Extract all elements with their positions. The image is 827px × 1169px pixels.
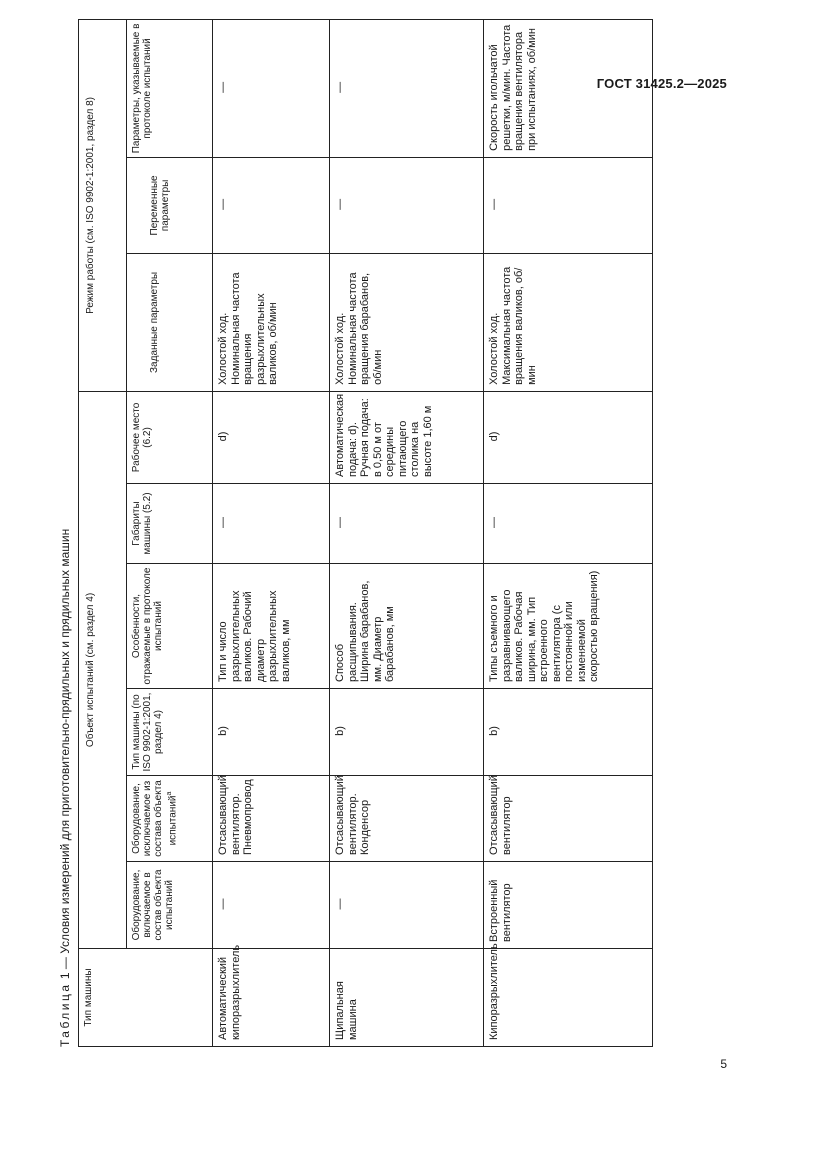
- measurement-conditions-table: [78, 19, 653, 1047]
- cell-type: Автоматический кипоразрыхлитель: [213, 949, 330, 1047]
- cell-dims: —: [484, 484, 653, 564]
- col-features-header: Особенности, отражаемые в протоколе испытаний: [127, 564, 213, 689]
- cell-machine-type: b): [330, 689, 484, 776]
- table-caption-label: Таблица: [58, 982, 72, 1047]
- col-excluded-header: Оборудование, исключаемое из состава объекта испытаний$^a$: [127, 776, 213, 862]
- cell-dims: —: [213, 484, 330, 564]
- cell-var-params: —: [484, 157, 653, 253]
- cell-workplace: d): [213, 391, 330, 483]
- footnote-marker: a: [166, 791, 173, 796]
- col-workplace-header: Рабочее место (6.2): [127, 391, 213, 483]
- cell-features: Типы съемного и разравнивающего валиков. Рабочая ширина, мм. Тип встроенного вентилятора (с постоянной или изменяемой скоростью вращения): [484, 564, 653, 689]
- cell-report-params: —: [330, 19, 484, 157]
- cell-machine-type: b): [484, 689, 653, 776]
- cell-set-params: Холостой ход. Номинальная частота вращения разрыхлительных валиков, об/мин: [213, 253, 330, 391]
- col-report-params-header: Параметры, указываемые в протоколе испытаний: [127, 19, 213, 157]
- table-row: [330, 19, 484, 1046]
- col-included-header: Оборудование, включаемое в состав объекта испытаний: [127, 862, 213, 949]
- col-dims-header: Габариты машины (5.2): [127, 484, 213, 564]
- cell-dims: —: [330, 484, 484, 564]
- group-object-header: Объект испытаний (см. раздел 4): [79, 391, 127, 948]
- cell-included: —: [213, 862, 330, 949]
- cell-workplace: Автоматическая подача: d). Ручная подача: в 0,50 м от середины питающего столика на высоте 1,60 м: [330, 391, 484, 483]
- cell-report-params: Скорость игольчатой решетки, м/мин. Частота вращения вентилятора при испытаниях, об/мин: [484, 19, 653, 157]
- cell-included: Встроенный вентилятор: [484, 862, 653, 949]
- cell-set-params: Холостой ход. Номинальная частота вращения барабанов, об/мин: [330, 253, 484, 391]
- document-code: ГОСТ 31425.2—2025: [596, 76, 727, 91]
- table-caption: [56, 529, 78, 1047]
- cell-included: —: [330, 862, 484, 949]
- table-row: [213, 19, 330, 1046]
- cell-machine-type: b): [213, 689, 330, 776]
- cell-features: Способ расщипывания. Ширина барабанов, мм. Диаметр барабанов, мм: [330, 564, 484, 689]
- page-number: 5: [720, 1057, 727, 1071]
- cell-workplace: d): [484, 391, 653, 483]
- cell-features: Тип и число разрыхлительных валиков. Рабочий диаметр разрыхлительных валиков, мм: [213, 564, 330, 689]
- table-caption-text: 1 — Условия измерений для приготовительно-прядильных и прядильных машин: [58, 528, 72, 983]
- cell-excluded: Отсасывающий вентилятор: [484, 776, 653, 862]
- rotated-table-block: [56, 23, 652, 1047]
- col-machine-type-header: Тип машины (по ISO 9902-1:2001, раздел 4): [127, 689, 213, 776]
- col-var-params-header: Переменные параметры: [127, 157, 213, 253]
- cell-type: Кипоразрыхлитель: [484, 949, 653, 1047]
- cell-type: Щипальная машина: [330, 949, 484, 1047]
- cell-var-params: —: [213, 157, 330, 253]
- cell-var-params: —: [330, 157, 484, 253]
- col-set-params-header: Заданные параметры: [127, 253, 213, 391]
- cell-report-params: —: [213, 19, 330, 157]
- col-type-header: Тип машины: [79, 949, 213, 1047]
- group-mode-header: Режим работы (см. ISO 9902-1:2001, раздел 8): [79, 19, 127, 391]
- cell-excluded: Отсасывающий вентилятор. Пневмопровод: [213, 776, 330, 862]
- cell-excluded: Отсасывающий вентилятор. Конденсор: [330, 776, 484, 862]
- table-row: [484, 19, 653, 1046]
- cell-set-params: Холостой ход. Максимальная частота вращения валиков, об/мин: [484, 253, 653, 391]
